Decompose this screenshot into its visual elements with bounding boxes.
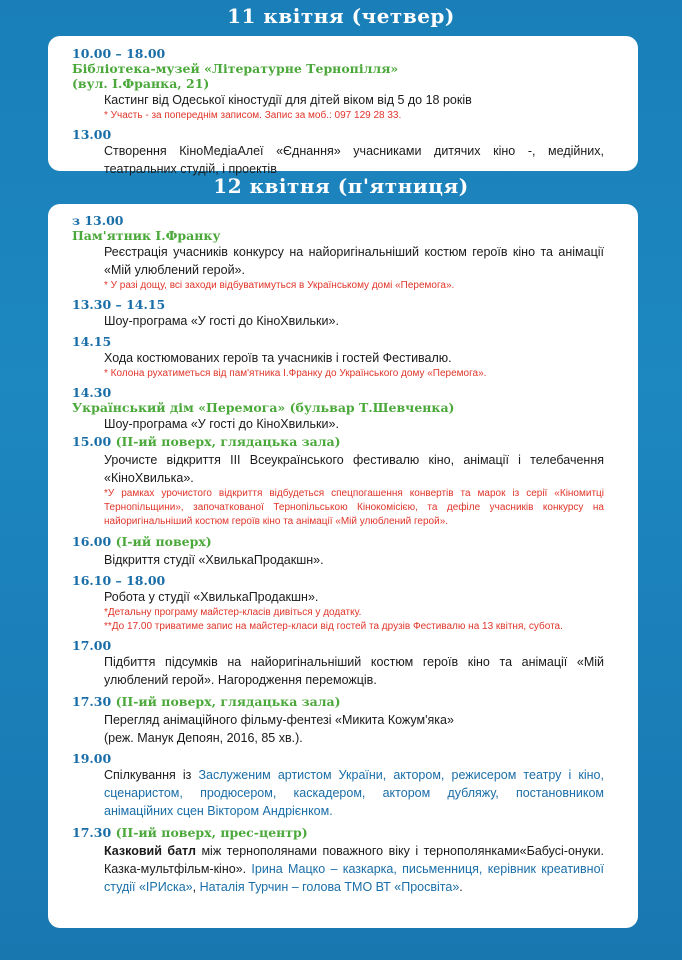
event-block xyxy=(72,297,604,330)
day1-title: 11 квітня (четвер) xyxy=(227,4,455,28)
event-place: (І-ий поверх) xyxy=(115,534,212,549)
event-description-detail: (реж. Манук Депоян, 2016, 85 хв.). xyxy=(104,731,303,745)
event-block xyxy=(72,693,604,747)
event-time: 13.30 – 14.15 xyxy=(72,297,166,312)
event-time: 19.00 xyxy=(72,751,112,766)
event-description: Шоу-програма «У гості до КіноХвильки». xyxy=(104,314,339,328)
event-place: Бібліотека-музей «Літературне Тернопілля» xyxy=(72,61,399,76)
event-note: * Участь - за попереднім записом. Запис за моб.: 097 129 28 33. xyxy=(104,110,402,121)
event-place: Пам'ятник І.Франку xyxy=(72,228,221,243)
day2-schedule-card xyxy=(48,204,638,928)
day2-title: 12 квітня (п'ятниця) xyxy=(213,174,469,198)
event-note: * У разі дощу, всі заходи відбуватимуться в Українському домі «Перемога». xyxy=(104,280,455,291)
event-description-text: між тернополянами поважного віку і тернополянками«Бабусі-онуки. Казка-мультфільм-кіно». xyxy=(104,844,604,876)
event-block xyxy=(72,127,604,178)
event-block xyxy=(72,638,604,689)
event-block xyxy=(72,751,604,820)
event-time: 14.30 xyxy=(72,385,112,400)
event-description: Шоу-програма «У гості до КіноХвильки». xyxy=(104,417,339,431)
event-time: 14.15 xyxy=(72,334,112,349)
event-time: 13.00 xyxy=(72,127,112,142)
guest-highlight: Заслуженим артистом України, актором, режисером театру і кіно, сценаристом, продюсером, каскадером, актором дубляжу, постановником анімаційних сцен Віктором Андрієнком. xyxy=(104,768,604,818)
event-note: *У рамках урочистого відкриття відбудеться спецпогашення конвертів та марок із серії «Кіномитці Тернопільщини», започаткованої Тернопільською Кінокомісією, та дефіле учасників конкурсу на найоригінальніший костюм героїв кіно та анімації «Мій улюблений герой». xyxy=(104,488,604,527)
event-place: (ІІ-ий поверх, прес-центр) xyxy=(115,825,308,840)
event-block xyxy=(72,573,604,634)
guest-highlight: Наталія Турчин – голова ТМО ВТ «Просвіта» xyxy=(199,880,460,894)
event-note-secondary: **До 17.00 триватиме запис на майстер-класи від гостей та друзів Фестивалю на 13 квітня, субота. xyxy=(104,621,563,632)
event-time: з 13.00 xyxy=(72,213,124,228)
event-time: 10.00 – 18.00 xyxy=(72,46,166,61)
event-note: *Детальну програму майстер-класів дивіться у додатку. xyxy=(104,607,362,618)
event-description: Створення КіноМедіаАлеї «Єднання» учасниками дитячих кіно -, медійних, театральних студій, і проектів xyxy=(104,144,604,176)
event-time: 17.00 xyxy=(72,638,112,653)
event-time: 16.00 xyxy=(72,534,112,549)
event-place: (ІІ-ий поверх, глядацька зала) xyxy=(115,694,341,709)
event-block xyxy=(72,334,604,381)
event-description: Реєстрація учасників конкурсу на найоригінальніший костюм героїв кіно та анімації «Мій улюблений герой». xyxy=(104,245,604,277)
event-time: 17.30 xyxy=(72,825,112,840)
event-name: Казковий батл xyxy=(104,844,196,858)
event-description: Відкриття студії «ХвилькаПродакшн». xyxy=(104,553,324,567)
event-time: 15.00 xyxy=(72,434,112,449)
event-description: Хода костюмованих героїв та учасників і гостей Фестивалю. xyxy=(104,351,452,365)
event-block xyxy=(72,824,604,896)
separator: , xyxy=(192,880,200,894)
event-description: Урочисте відкриття ІІІ Всеукраїнського фестивалю кіно, анімації і телебачення «КіноХвилька». xyxy=(104,453,604,485)
event-place: Український дім «Перемога» (бульвар Т.Шевченка) xyxy=(72,400,455,415)
event-time: 17.30 xyxy=(72,694,112,709)
event-description: Підбиття підсумків на найоригінальніший костюм героїв кіно та анімації «Мій улюблений герой». Нагородження переможців. xyxy=(104,655,604,687)
event-place: (ІІ-ий поверх, глядацька зала) xyxy=(115,434,341,449)
event-description: Перегляд анімаційного фільму-фентезі «Микита Кожум'яка» xyxy=(104,713,454,727)
event-description: Кастинг від Одеської кіностудії для дітей віком від 5 до 18 років xyxy=(104,93,472,107)
event-address: (вул. І.Франка, 21) xyxy=(72,76,210,91)
event-description xyxy=(72,842,604,896)
event-block xyxy=(72,433,604,529)
event-time: 16.10 – 18.00 xyxy=(72,573,166,588)
guest-highlight: Ірина Мацко – казкарка, письменниця, керівник креативної студії «ІРИска» xyxy=(104,862,604,894)
event-block xyxy=(72,533,604,569)
event-note: * Колона рухатиметься від пам'ятника І.Франку до Українського дому «Перемога». xyxy=(104,368,487,379)
event-block xyxy=(72,46,604,123)
event-description-text: Спілкування із xyxy=(104,768,199,782)
event-block xyxy=(72,385,604,433)
event-description: Робота у студії «ХвилькаПродакшн». xyxy=(104,590,319,604)
separator: . xyxy=(459,880,463,894)
day1-schedule-card xyxy=(48,36,638,176)
event-block xyxy=(72,213,604,293)
event-description xyxy=(72,766,604,820)
